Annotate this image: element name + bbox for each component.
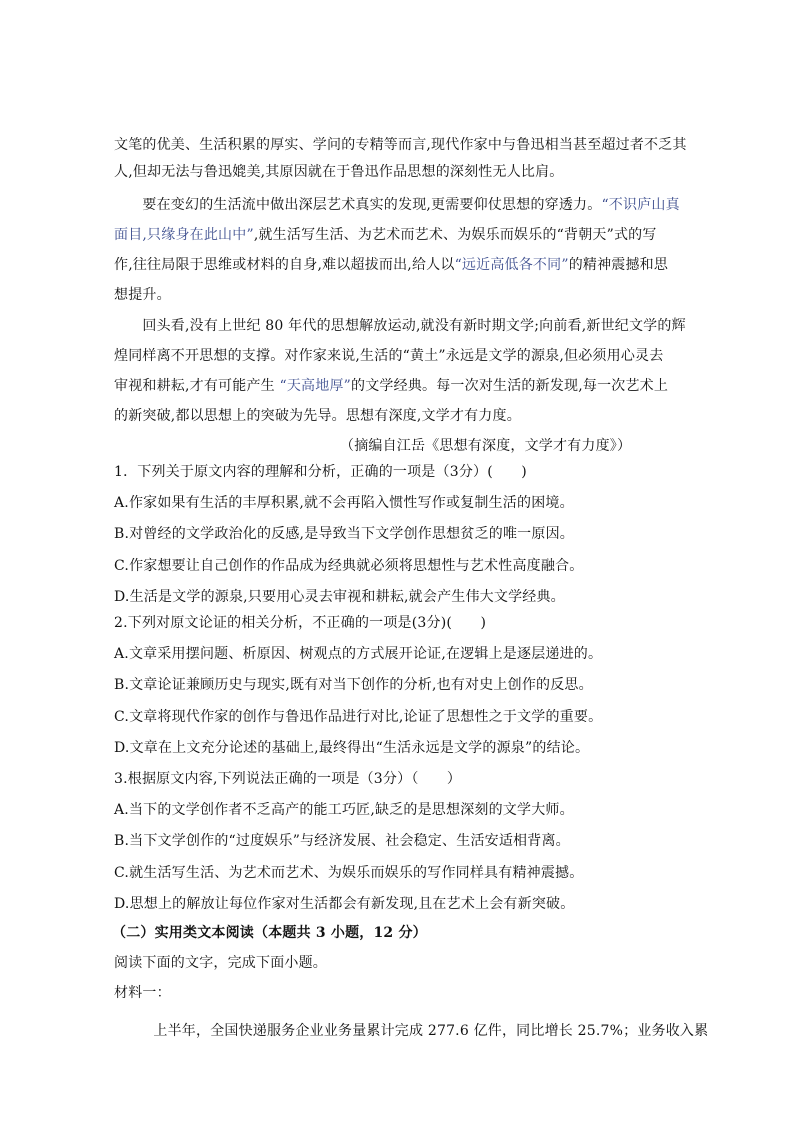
option-b[interactable]: B.对曾经的文学政治化的反感,是导致当下文学创作思想贫乏的唯一原因。	[114, 526, 574, 542]
question-stem: 1．下列关于原文内容的理解和分析，正确的一项是（3分）( )	[114, 464, 527, 480]
option-c[interactable]: C.作家想要让自己创作的作品成为经典就必须将思想性与艺术性高度融合。	[114, 558, 584, 574]
paragraph-line	[114, 255, 668, 275]
quoted-text: “远近高低各不同”	[454, 257, 569, 273]
option-d[interactable]: D.思想上的解放让每位作家对生活都会有新发现,且在艺术上会有新突破。	[114, 896, 575, 912]
text-run: 作,往往局限于思维或材料的自身,难以超拔而出,给人以	[114, 257, 455, 273]
paragraph-line: 煌同样离不开思想的支撑。对作家来说,生活的“黄土”永远是文学的源泉,但必须用心灵去	[114, 348, 664, 364]
source-citation: （摘编自江岳《思想有深度，文学才有力度》）	[340, 438, 632, 454]
option-a[interactable]: A.当下的文学创作者不乏高产的能工巧匠,缺乏的是思想深刻的文学大师。	[114, 802, 574, 818]
material-label: 材料一：	[114, 985, 171, 1001]
section-heading: （二）实用类文本阅读（本题共 3 小题，12 分）	[112, 925, 427, 941]
paragraph-line	[114, 376, 668, 396]
option-b[interactable]: B.文章论证兼顾历史与现实,既有对当下创作的分析,也有对史上创作的反思。	[114, 677, 593, 693]
quoted-text: 面目,只缘身在此山中”	[114, 227, 254, 243]
question-stem: 2.下列对原文论证的相关分析，不正确的一项是(3分)( )	[114, 615, 487, 631]
option-d[interactable]: D.生活是文学的源泉,只要用心灵去审视和耕耘,就会产生伟大文学经典。	[114, 589, 565, 605]
paragraph-line: 的新突破,都以思想上的突破为先导。思想有深度,文学才有力度。	[114, 408, 521, 424]
quoted-text: “天高地厚”	[279, 378, 352, 394]
paragraph-line: 想提升。	[114, 287, 171, 303]
option-c[interactable]: C.文章将现代作家的创作与鲁迅作品进行对比,论证了思想性之于文学的重要。	[114, 709, 603, 725]
option-b[interactable]: B.当下文学创作的“过度娱乐”与经济发展、社会稳定、生活安适相背离。	[114, 833, 570, 849]
text-run: 的文学经典。每一次对生活的新发现,每一次艺术上	[351, 378, 669, 394]
option-c[interactable]: C.就生活写生活、为艺术而艺术、为娱乐而娱乐的写作同样具有精神震撼。	[114, 865, 584, 881]
quoted-text: “不识庐山真	[601, 197, 680, 213]
paragraph-line	[114, 225, 657, 245]
question-stem: 3.根据原文内容,下列说法正确的一项是（3分）（ ）	[114, 771, 462, 787]
option-a[interactable]: A.作家如果有生活的丰厚积累,就不会再陷入惯性写作或复制生活的困境。	[114, 495, 574, 511]
paragraph-line	[114, 195, 680, 215]
text-run: 审视和耕耘,才有可能产生	[114, 378, 280, 394]
paragraph-line: 上半年，全国快递服务企业业务量累计完成 277.6 亿件，同比增长 25.7%；业务收入累	[125, 1023, 709, 1039]
option-d[interactable]: D.文章在上文充分论述的基础上,最终得出“生活永远是文学的源泉”的结论。	[114, 740, 590, 756]
text-run: ,就生活写生活、为艺术而艺术、为娱乐而娱乐的“背朝天”式的写	[253, 227, 657, 243]
text-run: 要在变幻的生活流中做出深层艺术真实的发现,更需要仰仗思想的穿透力。	[114, 197, 602, 213]
text-run: 的精神震撼和思	[568, 257, 669, 273]
instruction-text: 阅读下面的文字，完成下面小题。	[114, 955, 327, 971]
paragraph-line: 文笔的优美、生活积累的厚实、学问的专精等而言,现代作家中与鲁迅相当甚至超过者不乏其	[114, 137, 687, 153]
paragraph-line: 回头看,没有上世纪 80 年代的思想解放运动,就没有新时期文学;向前看,新世纪文学的辉	[114, 318, 686, 334]
paragraph-line: 人,但却无法与鲁迅媲美,其原因就在于鲁迅作品思想的深刻性无人比肩。	[114, 164, 564, 180]
option-a[interactable]: A.文章采用摆问题、析原因、树观点的方式展开论证,在逻辑上是逐层递进的。	[114, 646, 603, 662]
